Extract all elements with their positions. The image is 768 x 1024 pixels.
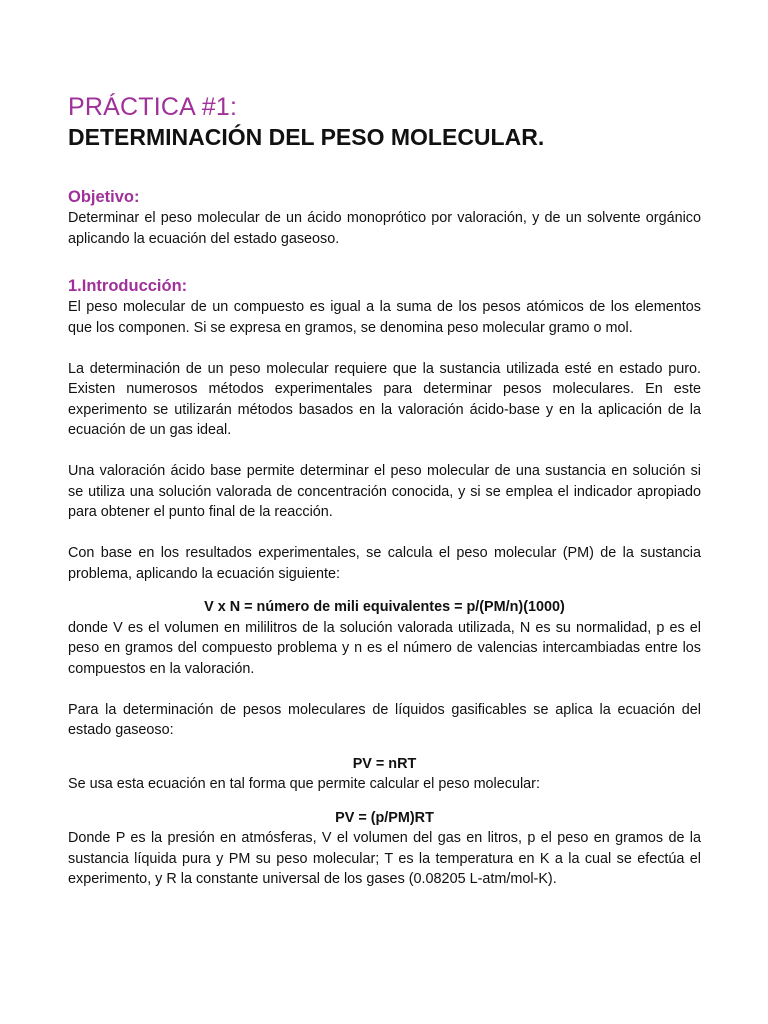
practice-main-title: DETERMINACIÓN DEL PESO MOLECULAR. bbox=[68, 124, 545, 150]
objetivo-text: Determinar el peso molecular de un ácido monoprótico por valoración, y de un solvente orgánico aplicando la ecuación del estado gaseoso. bbox=[68, 210, 701, 247]
intro-paragraph-3: Una valoración ácido base permite determinar el peso molecular de una sustancia en solución si se utiliza una solución valorada de concentración conocida, y si se emplea el indicador apropiado para obtener el punto final de la reacción. bbox=[68, 463, 701, 520]
intro-paragraph-1: El peso molecular de un compuesto es igual a la suma de los pesos atómicos de los elementos que los componen. Si se expresa en gramos, se denomina peso molecular gramo o mol. bbox=[68, 299, 701, 336]
document-page bbox=[68, 92, 701, 890]
intro-paragraph-2: La determinación de un peso molecular requiere que la sustancia utilizada esté en estado puro. Existen numerosos métodos experimentales para determinar pesos moleculares. En este experimento se utilizarán métodos basados en la valoración ácido-base y en la aplicación de la ecuación de un gas ideal. bbox=[68, 360, 701, 438]
formula-mili-equivalentes: V x N = número de mili equivalentes = p/(PM/n)(1000) bbox=[204, 599, 565, 615]
intro-paragraph-8: Donde P es la presión en atmósferas, V el volumen del gas en litros, p el peso en gramos de la sustancia líquida pura y PM su peso molecular; T es la temperatura en K a la cual se efectúa el experimento, y R la constante universal de los gases (0.08205 L-atm/mol-K). bbox=[68, 830, 701, 887]
intro-paragraph-6: Para la determinación de pesos moleculares de líquidos gasificables se aplica la ecuación del estado gaseoso: bbox=[68, 701, 701, 738]
formula-peso-molecular: PV = (p/PM)RT bbox=[335, 809, 434, 826]
formula-gas-ideal: PV = nRT bbox=[352, 755, 417, 772]
objetivo-heading: Objetivo: bbox=[68, 188, 140, 206]
intro-paragraph-5: donde V es el volumen en mililitros de la solución valorada utilizada, N es su normalidad, p es el peso en gramos del compuesto problema y n es el número de valencias intercambiadas entre los compuestos en la valoración. bbox=[68, 619, 701, 677]
intro-paragraph-7: Se usa esta ecuación en tal forma que permite calcular el peso molecular: bbox=[68, 776, 540, 792]
intro-paragraph-4: Con base en los resultados experimentales, se calcula el peso molecular (PM) de la sustancia problema, aplicando la ecuación siguiente: bbox=[68, 545, 701, 582]
introduccion-heading: 1.Introducción: bbox=[68, 277, 188, 295]
practice-number-title: PRÁCTICA #1: bbox=[68, 93, 238, 121]
